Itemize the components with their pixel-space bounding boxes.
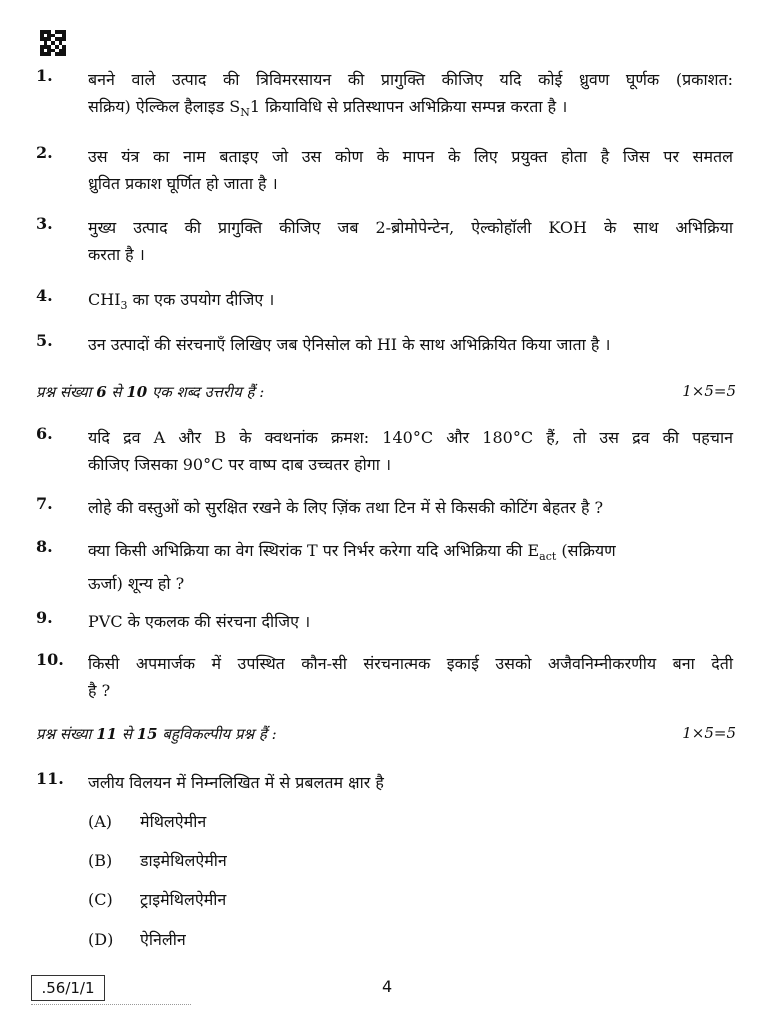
question-text: उस यंत्र का नाम बताइए जो उस कोण के मापन के लिए प्रयुक्त होता है जिस पर समतल [88,147,733,166]
question-text: जलीय विलयन में निम्नलिखित में से प्रबलतम क्षार है [88,773,384,792]
option-text: ट्राइमेथिलऐमीन [140,890,227,909]
question-number: 7. [36,494,53,513]
question-10 [36,650,736,704]
option-text: ऐनिलीन [140,930,186,949]
paper-code: .56/1/1 [31,975,105,1001]
question-text: PVC के एकलक की संरचना दीजिए । [88,612,311,631]
question-text: यदि द्रव A और B के क्वथनांक क्रमश: 140°C और 180°C हैं, तो उस द्रव की पहचान [88,428,733,447]
question-4 [36,286,736,319]
question-6 [36,424,736,478]
question-text: करता है । [88,245,145,264]
option-d [88,928,186,950]
question-1 [36,66,736,126]
question-text: $CHI_3$ का एक उपयोग दीजिए । [88,290,275,312]
question-7 [36,494,736,521]
question-number: 10. [36,650,64,669]
question-number: 1. [36,66,53,85]
option-label: (B) [88,851,113,870]
section-heading: प्रश्न संख्या 6 से 10 एक शब्द उत्तरीय हैं : 1×5=5 [36,382,736,401]
section-marks: 1×5=5 [682,382,736,400]
question-text: ऊर्जा) शून्य हो ? [88,574,185,593]
question-number: 5. [36,331,53,350]
question-text: किसी अपमार्जक में उपस्थित कौन-सी संरचनात्मक इकाई उसको अजैवनिम्नीकरणीय बना देती [88,654,733,673]
question-9 [36,608,736,635]
question-number: 8. [36,537,53,556]
question-text: बनने वाले उत्पाद की त्रिविमरसायन की प्रागुक्ति कीजिए यदि कोई ध्रुवण घूर्णक (प्रकाशत: [88,70,733,89]
question-text: उन उत्पादों की संरचनाएँ लिखिए जब ऐनिसोल को HI के साथ अभिक्रियित किया जाता है । [88,335,611,354]
question-text: है ? [88,681,111,700]
option-text: मेथिलऐमीन [140,812,207,831]
question-number: 2. [36,143,53,162]
option-a [88,810,206,832]
question-number: 6. [36,424,53,443]
question-number: 4. [36,286,53,305]
question-5 [36,331,736,358]
question-text: कीजिए जिसका 90°C पर वाष्प दाब उच्चतर होगा । [88,455,392,474]
option-label: (D) [88,930,114,949]
question-text: क्या किसी अभिक्रिया का वेग स्थिरांक T पर निर्भर करेगा यदि अभिक्रिया की $E_{act}$ (सक्रियण [88,541,616,563]
question-11 [36,769,736,796]
question-2 [36,143,736,197]
option-b [88,849,227,871]
option-text: डाइमेथिलऐमीन [140,851,227,870]
question-8 [36,537,736,597]
question-text: सक्रिय) ऐल्किल हैलाइड $S_N1$ क्रियाविधि से प्रतिस्थापन अभिक्रिया सम्पन्न करता है । [88,97,568,119]
question-text: ध्रुवित प्रकाश घूर्णित हो जाता है । [88,174,278,193]
qr-code-icon [40,30,66,56]
footer-divider [31,1004,191,1005]
question-text: मुख्य उत्पाद की प्रागुक्ति कीजिए जब 2-ब्रोमोपेन्टेन, ऐल्कोहॉली KOH के साथ अभिक्रिया [88,218,733,237]
option-c [88,888,226,910]
question-3 [36,214,736,268]
question-number: 11. [36,769,64,788]
option-label: (A) [88,812,113,831]
section-heading: प्रश्न संख्या 11 से 15 बहुविकल्पीय प्रश्न हैं : 1×5=5 [36,724,736,743]
question-number: 3. [36,214,53,233]
page-number: 4 [382,977,393,996]
question-text: लोहे की वस्तुओं को सुरक्षित रखने के लिए ज़िंक तथा टिन में से किसकी कोटिंग बेहतर है ? [88,498,604,517]
option-label: (C) [88,890,113,909]
question-number: 9. [36,608,53,627]
section-marks: 1×5=5 [682,724,736,742]
